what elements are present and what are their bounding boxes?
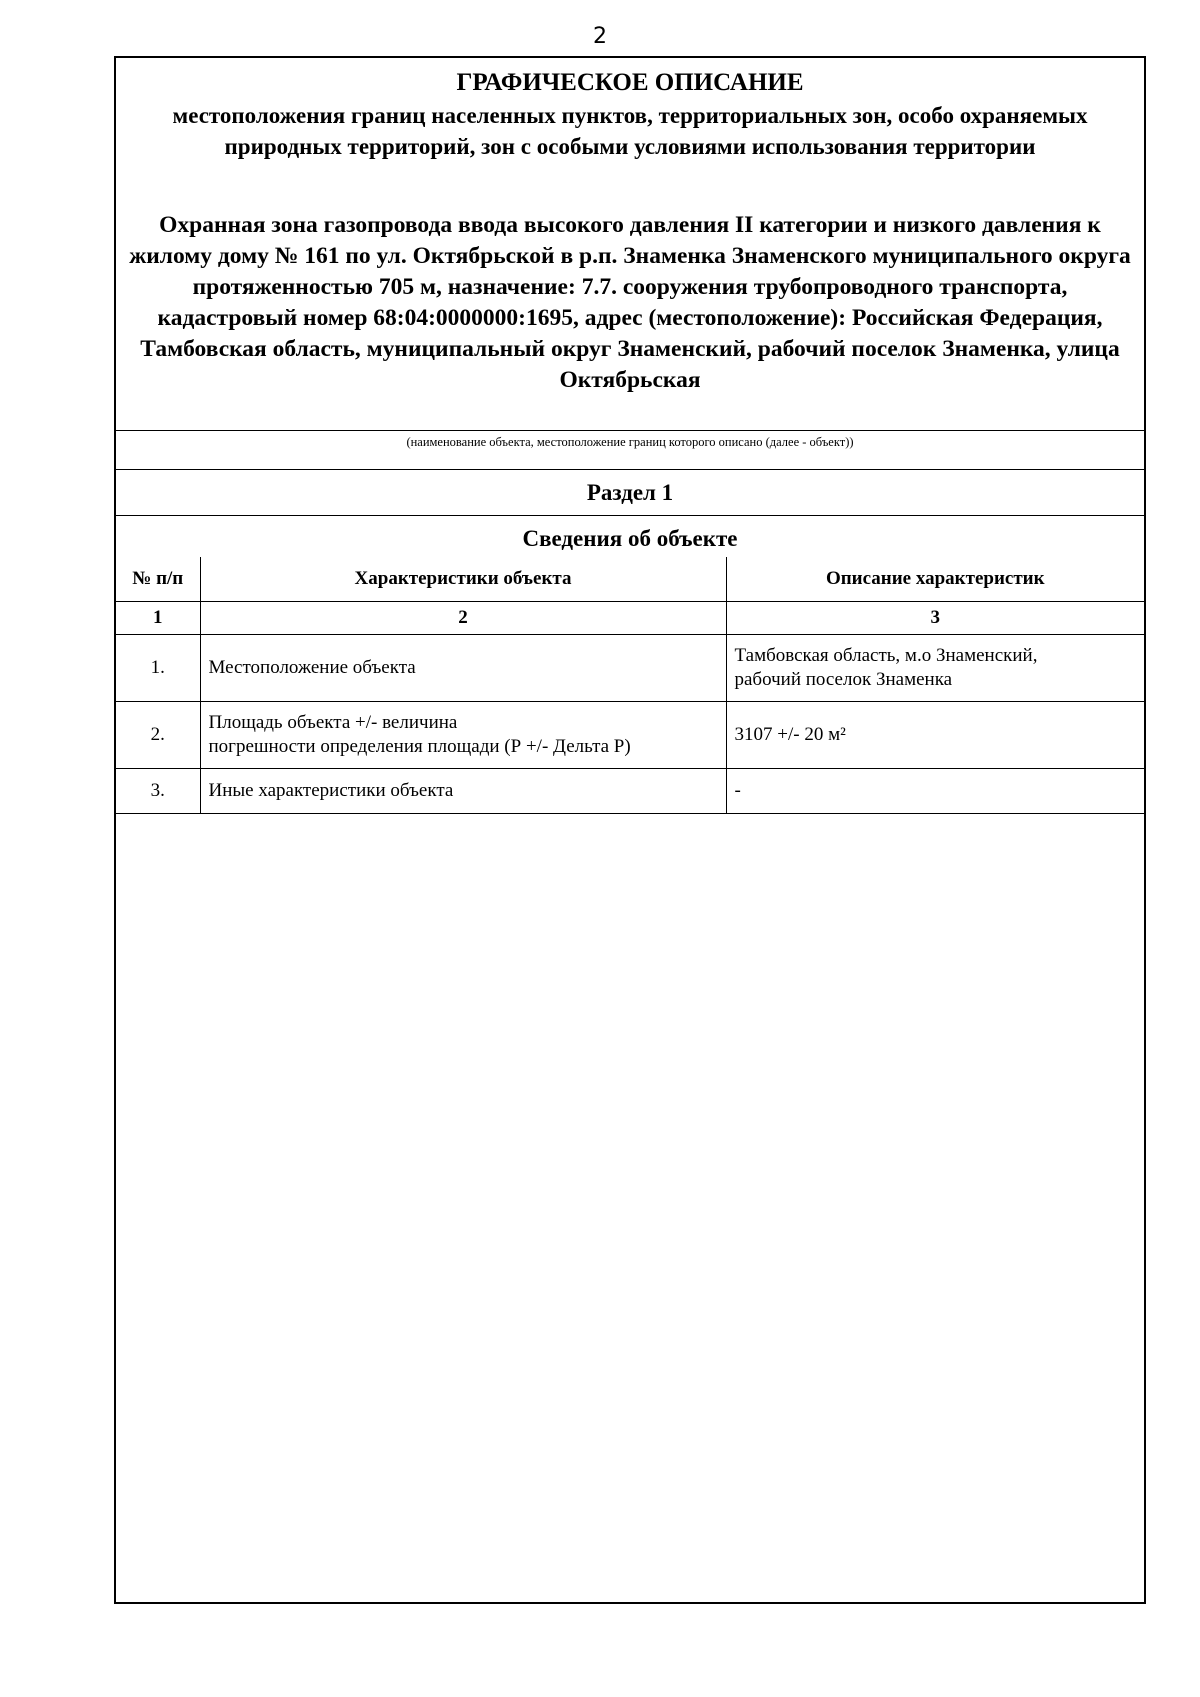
document-frame — [114, 56, 1146, 1604]
row-number: 1. — [116, 635, 200, 702]
row-number: 3. — [116, 769, 200, 814]
section-subtitle: Сведения об объекте — [522, 526, 738, 551]
page-number: 2 — [593, 24, 607, 49]
table-row — [116, 769, 1144, 814]
column-number: 2 — [200, 602, 726, 635]
divider — [116, 515, 1144, 516]
column-header-characteristic: Характеристики объекта — [200, 557, 726, 602]
row-description: 3107 +/- 20 м² — [726, 702, 1144, 769]
row-description: - — [726, 769, 1144, 814]
section-title: Раздел 1 — [586, 480, 674, 505]
row-number: 2. — [116, 702, 200, 769]
table-row — [116, 635, 1144, 702]
row-characteristic: Местоположение объекта — [200, 635, 726, 702]
column-header-description: Описание характеристик — [726, 557, 1144, 602]
table-row — [116, 702, 1144, 769]
column-number: 3 — [726, 602, 1144, 635]
object-info-table — [116, 557, 1144, 814]
row-description: Тамбовская область, м.о Знаменский, рабочий поселок Знаменка — [726, 635, 1144, 702]
object-caption: (наименование объекта, местоположение границ которого описано (далее - объект)) — [406, 435, 854, 449]
divider — [116, 469, 1144, 470]
document-subtitle: местоположения границ населенных пунктов, территориальных зон, особо охраняемых природных территорий, зон с особыми условиями использования территории — [172, 103, 1088, 159]
divider — [116, 430, 1144, 431]
table-column-number-row — [116, 602, 1144, 635]
table-header-row — [116, 557, 1144, 602]
column-header-number: № п/п — [116, 557, 200, 602]
document-header — [116, 58, 1144, 430]
row-characteristic: Площадь объекта +/- величина погрешности определения площади (Р +/- Дельта Р) — [200, 702, 726, 769]
column-number: 1 — [116, 602, 200, 635]
object-name: Охранная зона газопровода ввода высокого давления II категории и низкого давления к жилому дому № 161 по ул. Октябрьской в р.п. Знаменка Знаменского муниципального округа протяженностью 705 м, назначение: 7.7. сооружения трубопроводного транспорта, кадастровый номер 68:04:0000000:1695, адрес (местоположение): Российская Федерация, Тамбовская область, муниципальный округ Знаменский, рабочий поселок Знаменка, улица Октябрьская — [129, 212, 1131, 393]
document-title: ГРАФИЧЕСКОЕ ОПИСАНИЕ — [456, 69, 804, 96]
row-characteristic: Иные характеристики объекта — [200, 769, 726, 814]
